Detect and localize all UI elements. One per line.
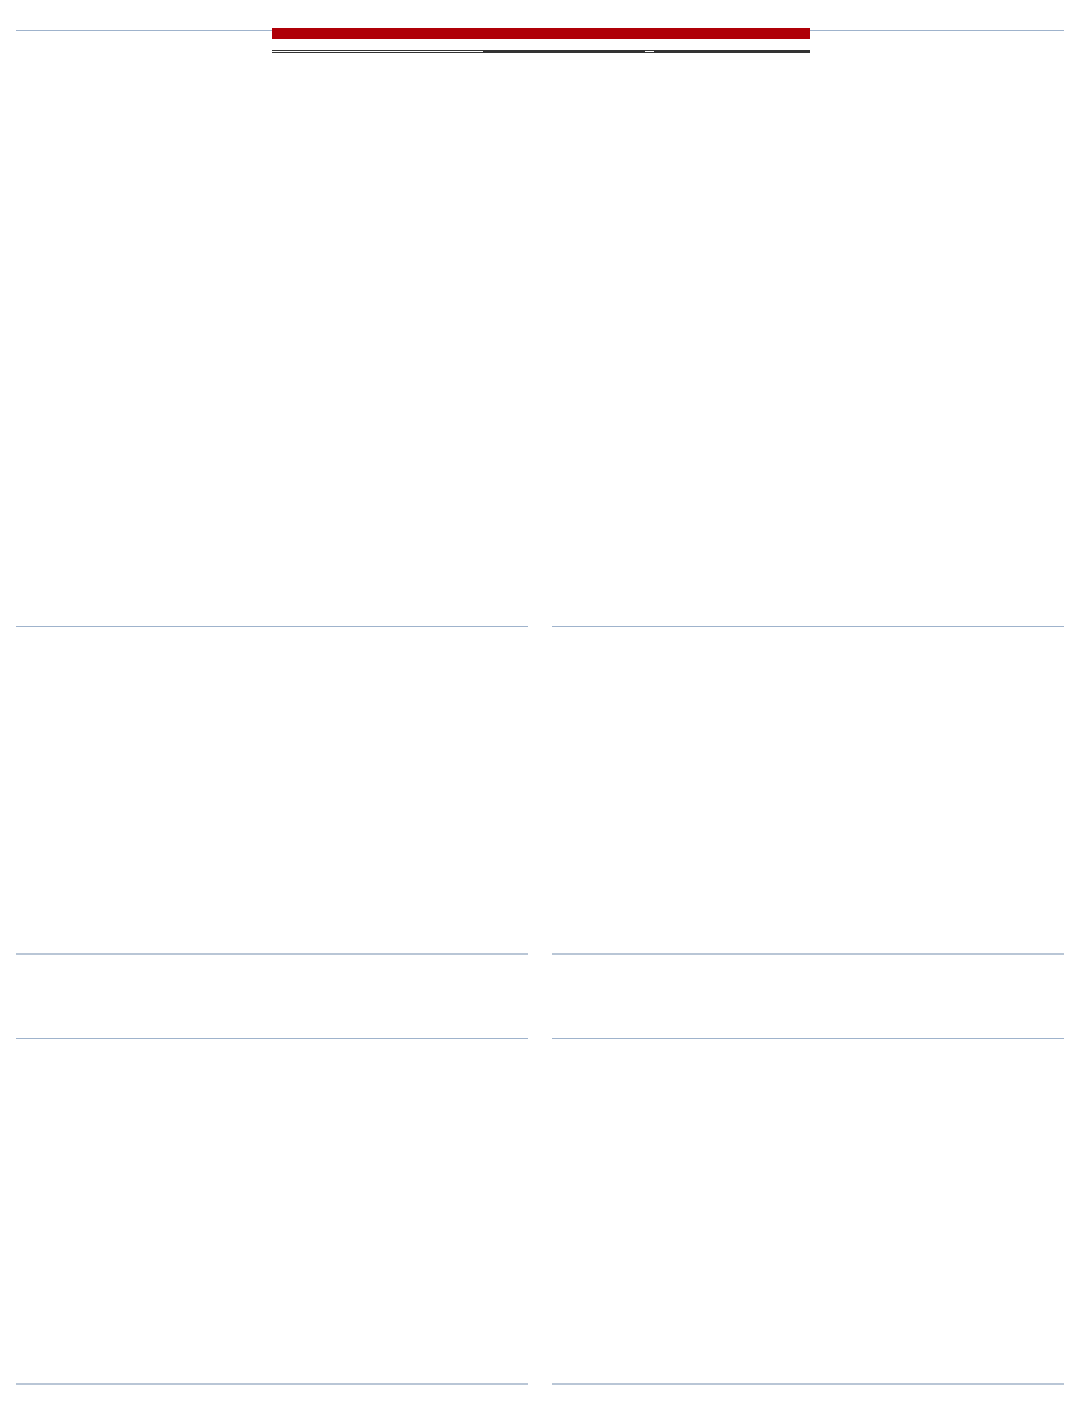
figure2-panel: [16, 604, 528, 961]
figure2-chart: [16, 649, 528, 939]
cpi-table-subhead: [272, 39, 810, 51]
figure4-source-rule: [16, 1383, 528, 1385]
figure5-source-rule: [552, 1383, 1064, 1385]
figure5-caption-rule: [552, 1038, 1064, 1039]
figure3-caption: [552, 604, 1064, 621]
figure2-caption-rule: [16, 626, 528, 627]
figure3-source-rule: [552, 953, 1064, 955]
figure1-notes: [16, 534, 1064, 536]
figure3-caption-rule: [552, 626, 1064, 627]
figure4-caption-rule: [16, 1038, 528, 1039]
figure4-caption: [16, 1016, 528, 1033]
cpi-table-footnote: [272, 53, 810, 57]
figure5-chart: [552, 1049, 1064, 1371]
cpi-table-banner: [272, 28, 810, 39]
figure5-panel: [552, 1016, 1064, 1391]
figure5-caption: [552, 1016, 1064, 1033]
figure3-panel: [552, 604, 1064, 961]
figure3-chart: [552, 649, 1064, 939]
figure2-caption: [16, 604, 528, 621]
figure2-source-rule: [16, 953, 528, 955]
figure4-chart: [16, 1049, 528, 1371]
cpi-table-wrap: [272, 28, 810, 57]
figure4-panel: [16, 1016, 528, 1391]
figure1-caption: [16, 8, 1064, 25]
